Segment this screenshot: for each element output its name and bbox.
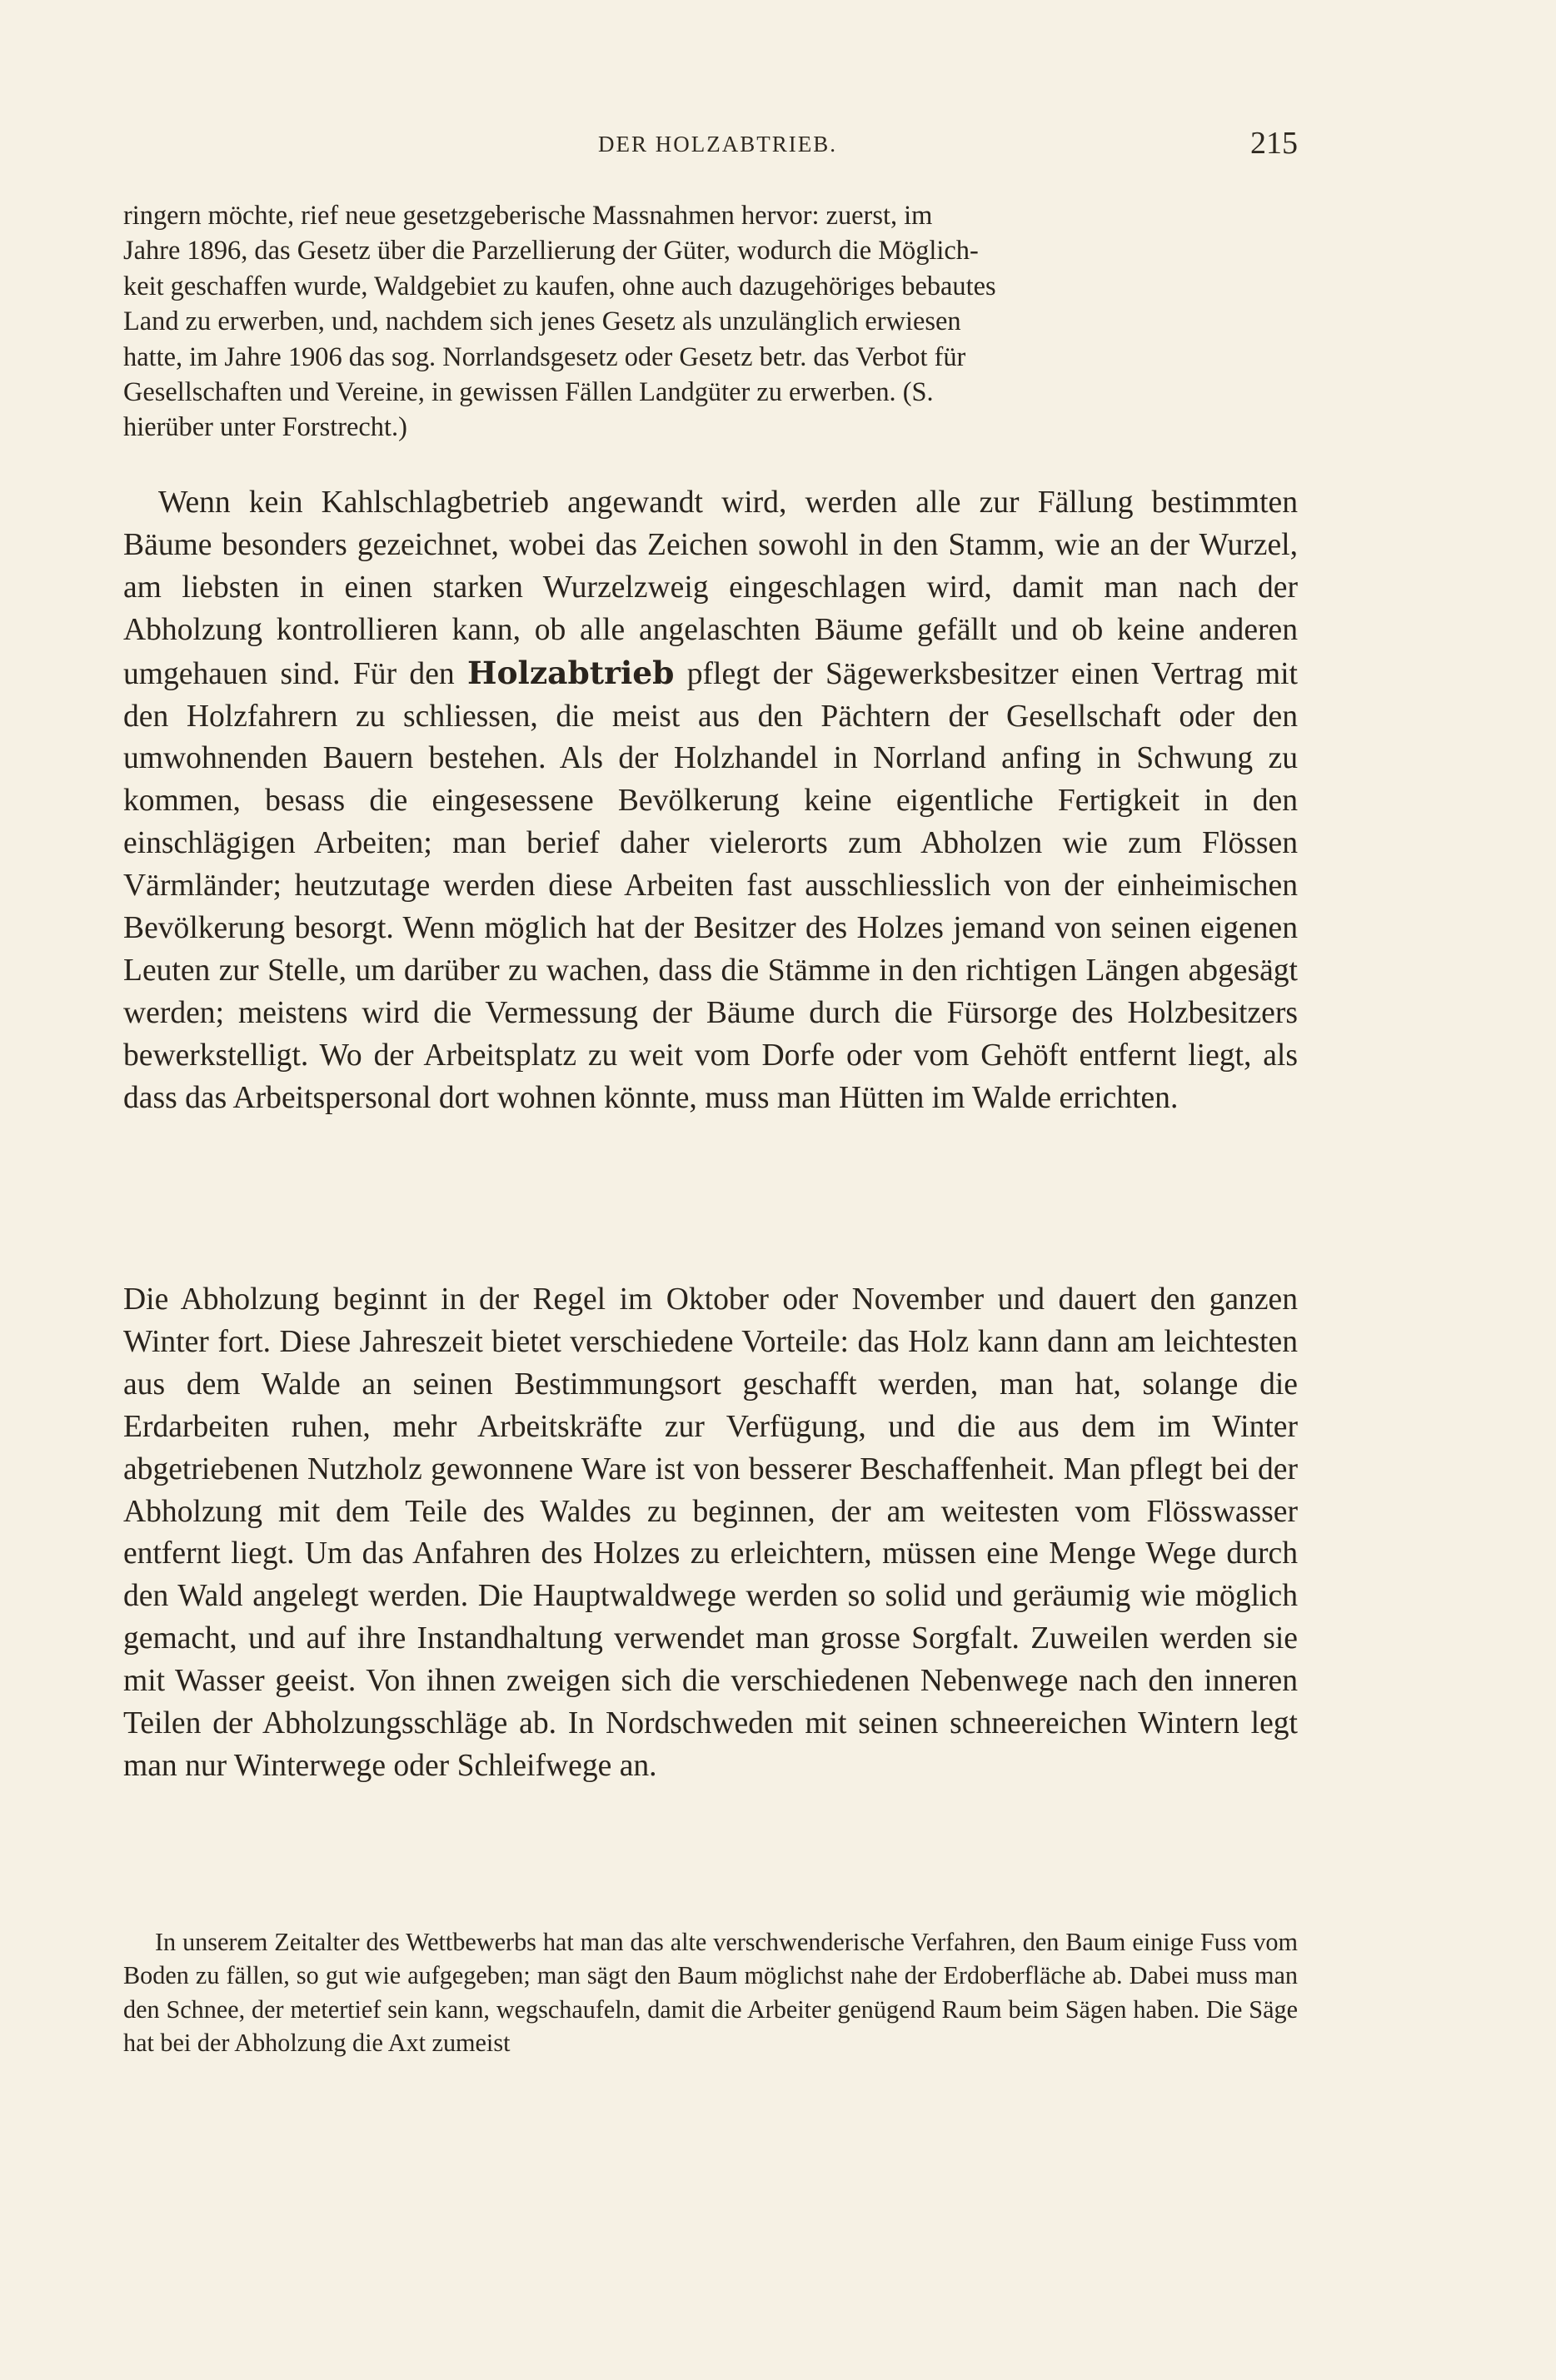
paragraph-4-text: In unserem Zeitalter des Wettbewerbs hat man das alte verschwenderische Verfahren, den Baum einige Fuss vom Boden zu fällen, so gut wie aufgegeben; man sägt den Baum möglichst nahe der Erdoberfläche ab. Dabei muss man den Schnee, der metertief sein kann, wegschaufeln, damit die Arbeiter genügend Raum beim Sägen haben. Die Säge hat bei der Abholzung die Axt zumeist bbox=[123, 1928, 1298, 2058]
paragraph-3 bbox=[123, 1279, 1298, 1788]
bold-term-holzabtrieb: Holzabtrieb bbox=[466, 654, 675, 691]
page-number: 215 bbox=[1250, 126, 1298, 161]
paragraph-3-text: Die Abholzung beginnt in der Regel im Oktober oder November und dauert den ganzen Winter fort. Diese Jahreszeit bietet verschiedene Vorteile: das Holz kann dann am leichtesten aus dem Walde an seinen Bestimmungsort geschafft werden, man hat, solange die Erdarbeiten ruhen, mehr Arbeitskräfte zur Verfügung, und die aus dem im Winter abgetriebenen Nutzholz gewonnene Ware ist von besserer Beschaffenheit. Man pflegt bei der Abholzung mit dem Teile des Waldes zu beginnen, der am weitesten vom Flösswasser entfernt liegt. Um das Anfahren des Holzes zu erleichtern, müssen eine Menge Wege durch den Wald angelegt werden. Die Hauptwaldwege werden so solid und geräumig wie möglich gemacht, und auf ihre Instandhaltung verwendet man grosse Sorgfalt. Zuweilen werden sie mit Wasser geeist. Von ihnen zweigen sich die verschiedenen Nebenwege nach den inneren Teilen der Abholzungsschläge ab. In Nordschweden mit seinen schneereichen Wintern legt man nur Winterwege oder Schleifwege an. bbox=[123, 1282, 1298, 1783]
text-line: hatte, im Jahre 1906 das sog. Norrlandsgesetz oder Gesetz betr. das Verbot für bbox=[123, 341, 966, 372]
text-line: Gesellschaften und Vereine, in gewissen Fällen Landgüter zu erwerben. (S. bbox=[123, 377, 934, 408]
text-line: Jahre 1896, das Gesetz über die Parzellierung der Güter, wodurch die Möglich- bbox=[123, 236, 979, 266]
running-title: DER HOLZABTRIEB. bbox=[598, 132, 837, 157]
paragraph-2-end: pflegt der Sägewerksbesitzer einen Vertrag mit den Holzfahrern zu schliessen, die meist aus den Pächtern der Gesellschaft oder den umwohnenden Bauern bestehen. Als der Holzhandel in Norrland anfing in Schwung zu kommen, besass die eingesessene Bevölkerung keine eigentliche Fertigkeit in den einschlägigen Arbeiten; man berief daher vielerorts zum Abholzen wie zum Flössen Värmländer; heutzutage werden diese Arbeiten fast ausschliesslich von der einheimischen Bevölkerung besorgt. Wenn möglich hat der Besitzer des Holzes jemand von seinen eigenen Leuten zur Stelle, um darüber zu wachen, dass die Stämme in den richtigen Längen abgesägt werden; meistens wird die Vermessung der Bäume durch die Fürsorge des Holzbesitzers bewerkstelligt. Wo der Arbeitsplatz zu weit vom Dorfe oder vom Gehöft entfernt liegt, als dass das Arbeitspersonal dort wohnen könnte, muss man Hütten im Walde errichten. bbox=[123, 656, 1298, 1115]
text-line: hierüber unter Forstrecht.) bbox=[123, 412, 407, 443]
paragraph-2 bbox=[123, 482, 1298, 1120]
paragraph-4 bbox=[123, 1925, 1298, 2060]
text-line: ringern möchte, rief neue gesetzgeberische Massnahmen hervor: zuerst, im bbox=[123, 201, 933, 231]
paragraph-1 bbox=[123, 198, 1298, 446]
paragraph-2-start: Wenn kein Kahlschlagbetrieb angewandt wird, werden alle zur Fällung bestimmten Bäume besonders gezeichnet, wobei das Zeichen sowohl in den Stamm, wie an der Wurzel, am liebsten in einen starken Wurzelzweig eingeschlagen wird, damit man nach der Abholzung kontrollieren kann, ob alle angelaschten Bäume gefällt und ob keine anderen umgehauen sind. Für den bbox=[123, 485, 1298, 691]
text-line: keit geschaffen wurde, Waldgebiet zu kaufen, ohne auch dazugehöriges bebautes bbox=[123, 271, 996, 301]
page-header bbox=[123, 126, 1298, 165]
text-line: Land zu erwerben, und, nachdem sich jenes Gesetz als unzulänglich erwiesen bbox=[123, 306, 961, 337]
